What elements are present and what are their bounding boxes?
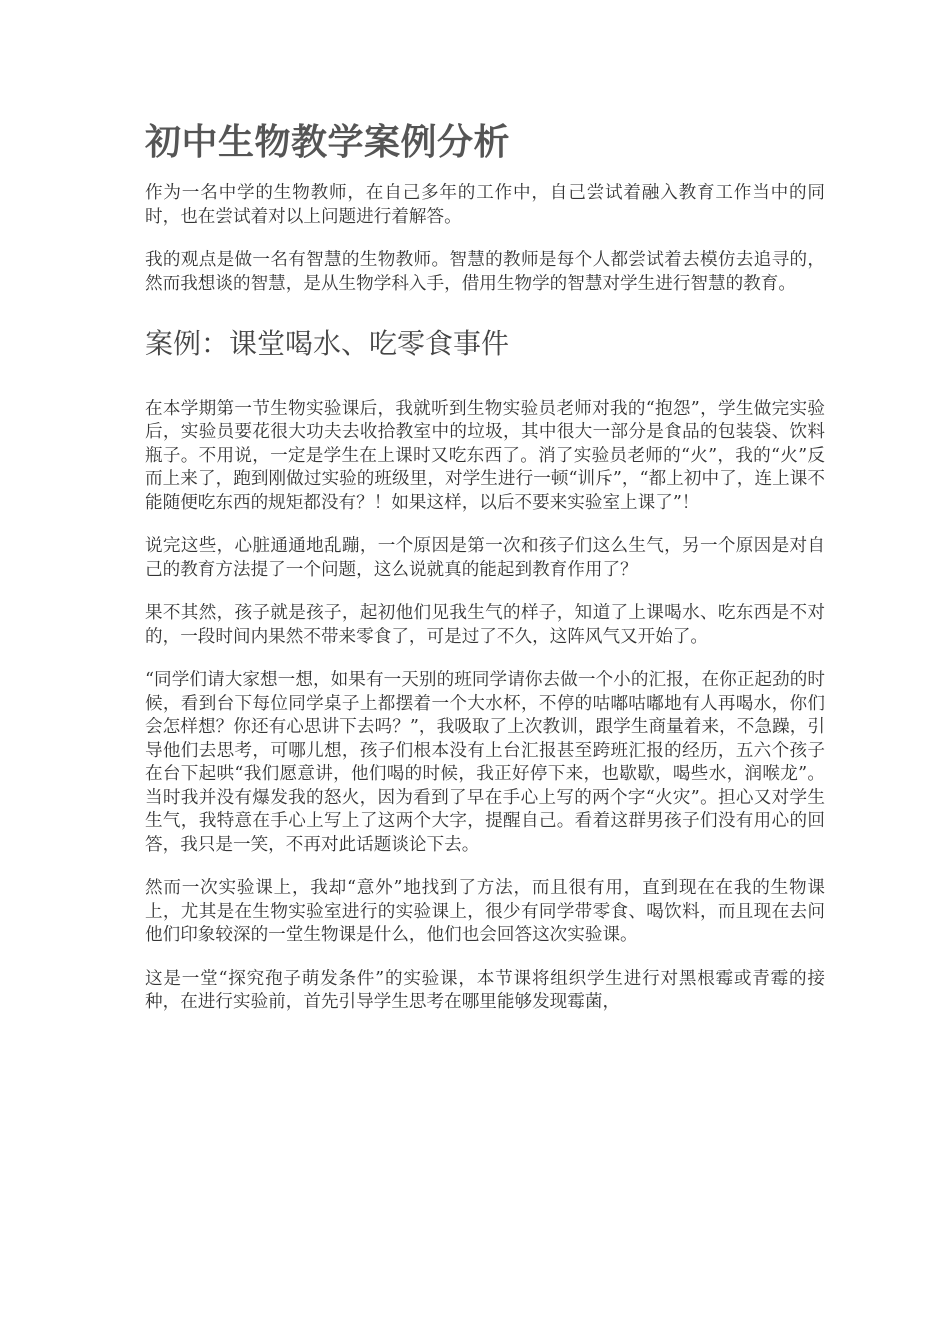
body-paragraph: 在本学期第一节生物实验课后，我就听到生物实验员老师对我的“抱怨”，学生做完实验后，实验员要花很大功夫去收拾教室中的垃圾，其中很大一部分是食品的包装袋、饮料瓶子。不用说，一定是学生在上课时又吃东西了。消了实验员老师的“火”，我的“火”反而上来了，跑到刚做过实验的班级里，对学生进行一顿“训斥”，“都上初中了，连上课不能随便吃东西的规矩都没有？！如果这样，以后不要来实验室上课了”！ [145, 398, 825, 513]
body-paragraph: 果不其然，孩子就是孩子，起初他们见我生气的样子，知道了上课喝水、吃东西是不对的，一段时间内果然不带来零食了，可是过了不久，这阵风气又开始了。 [145, 603, 825, 647]
body-paragraph: “同学们请大家想一想，如果有一天别的班同学请你去做一个小的汇报，在你正起劲的时候，看到台下每位同学桌子上都摆着一个大水杯，不停的咕嘟咕嘟地有人再喝水，你们会怎样想？你还有心思讲下去吗？”，我吸取了上次教训，跟学生商量着来，不急躁，引导他们去思考，可哪儿想，孩子们根本没有上台汇报甚至跨班汇报的经历，五六个孩子在台下起哄“我们愿意讲，他们喝的时候，我正好停下来，也歇歇，喝些水，润喉龙”。当时我并没有爆发我的怒火，因为看到了早在手心上写的两个字“火灾”。担心又对学生生气，我特意在手心上写上了这两个大字，提醒自己。看着这群男孩子们没有用心的回答，我只是一笑，不再对此话题谈论下去。 [145, 670, 825, 855]
document-title: 初中生物教学案例分析 [145, 122, 511, 163]
body-paragraph: 然而一次实验课上，我却“意外”地找到了方法，而且很有用，直到现在在我的生物课上，尤其是在生物实验室进行的实验课上，很少有同学带零食、喝饮料，而且现在去问他们印象较深的一堂生物课是什么，他们也会回答这次实验课。 [145, 878, 825, 946]
intro-paragraph: 我的观点是做一名有智慧的生物教师。智慧的教师是每个人都尝试着去模仿去追寻的，然而我想谈的智慧，是从生物学科入手，借用生物学的智慧对学生进行智慧的教育。 [145, 250, 825, 294]
body-paragraph: 说完这些，心脏通通地乱蹦，一个原因是第一次和孩子们这么生气，另一个原因是对自己的教育方法提了一个问题，这么说就真的能起到教育作用了？ [145, 536, 825, 580]
section-heading: 案例：课堂喝水、吃零食事件 [145, 327, 510, 361]
body-paragraph: 这是一堂“探究孢子萌发条件”的实验课，本节课将组织学生进行对黑根霉或青霉的接种，在进行实验前，首先引导学生思考在哪里能够发现霉菌， [145, 968, 825, 1013]
document-body [145, 118, 825, 1035]
intro-paragraph: 作为一名中学的生物教师，在自己多年的工作中，自己尝试着融入教育工作当中的同时，也在尝试着对以上问题进行着解答。 [145, 183, 825, 227]
